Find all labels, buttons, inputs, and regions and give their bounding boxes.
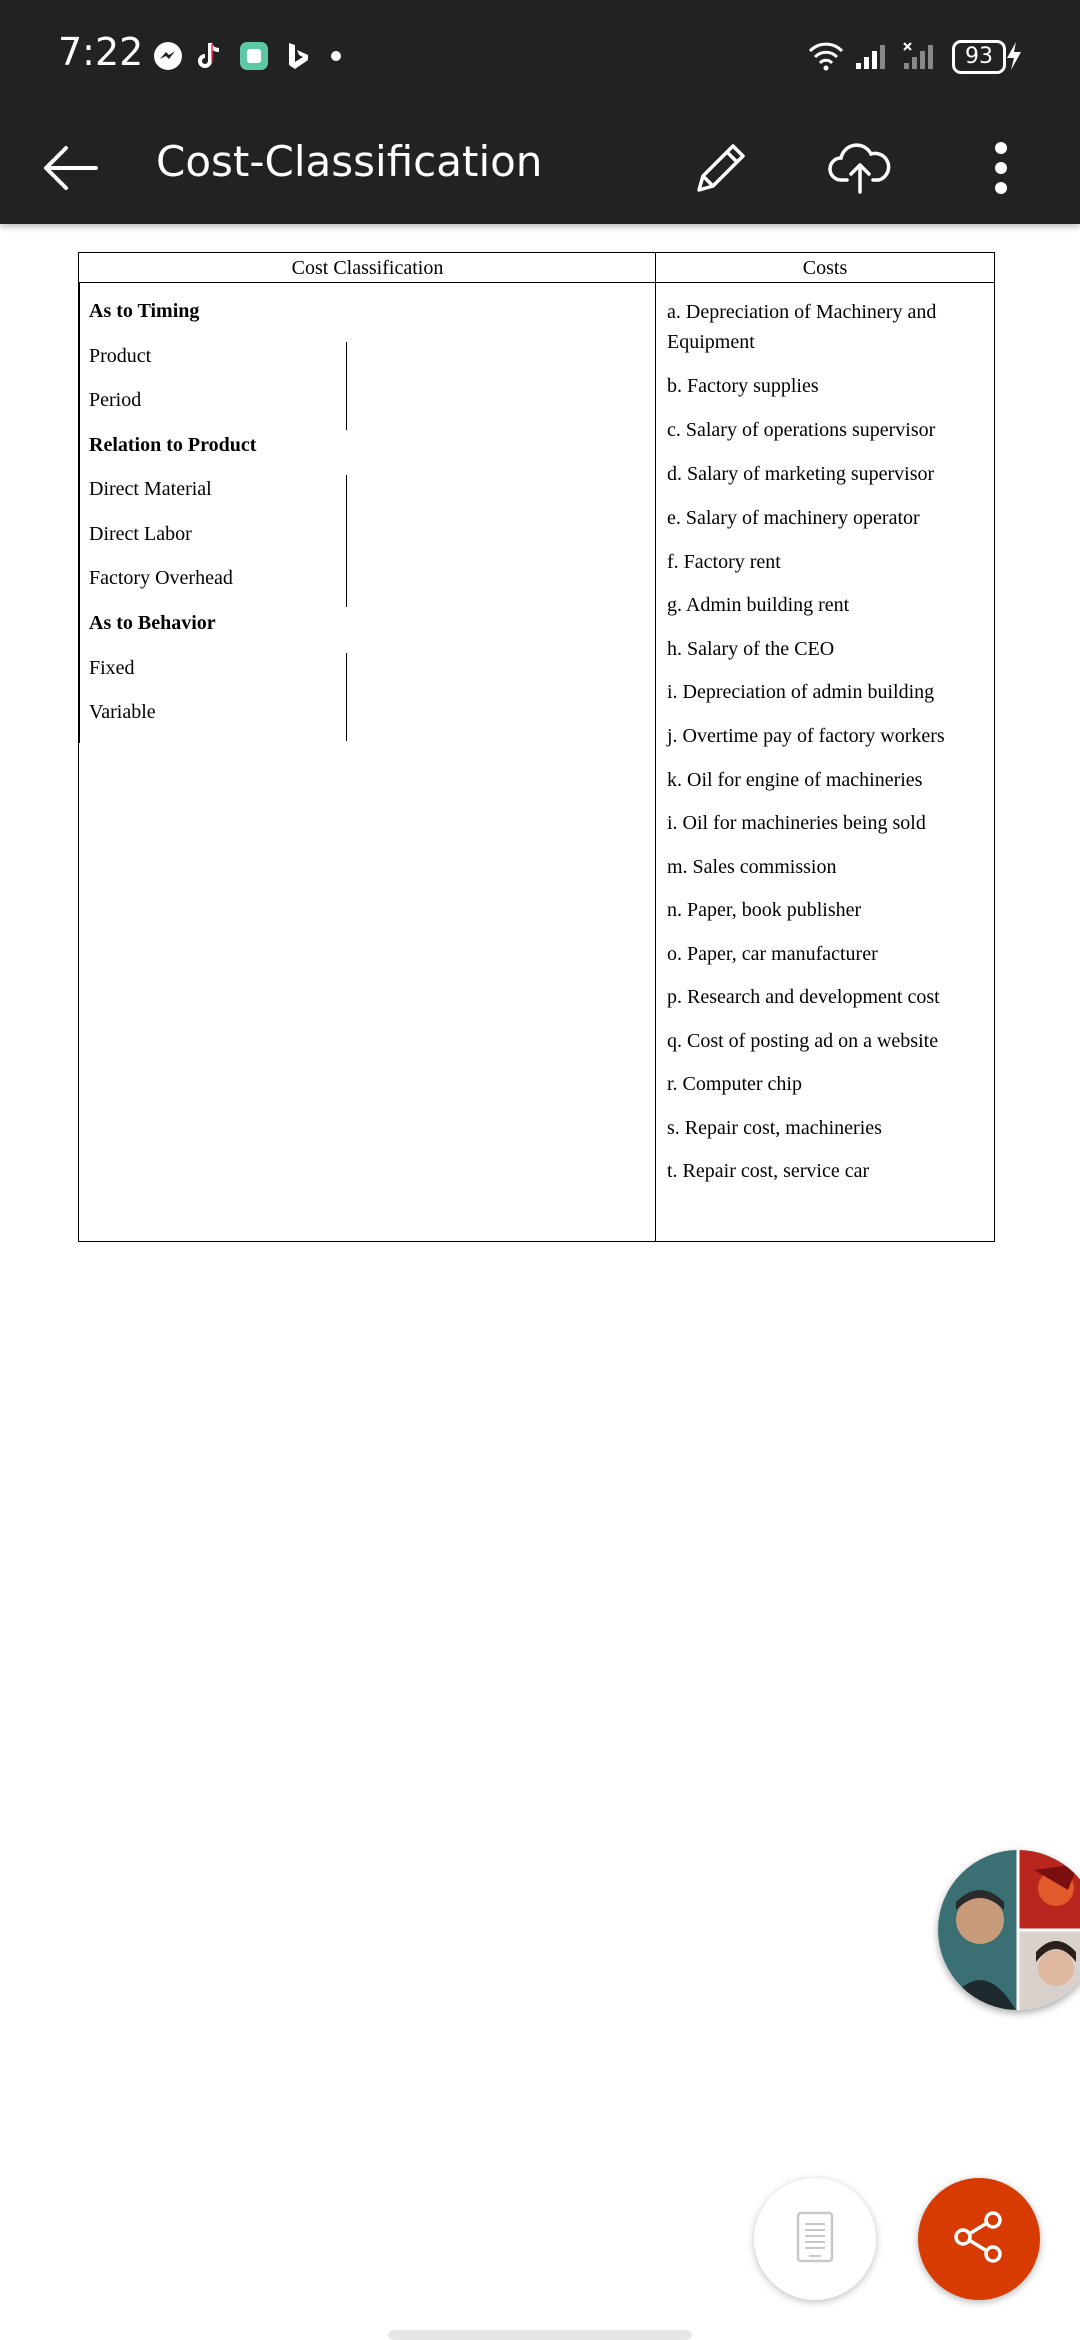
chat-heads-avatar[interactable] [938, 1850, 1080, 2010]
reading-view-button[interactable] [754, 2178, 876, 2300]
classification-label: Product [89, 345, 152, 367]
classification-label: Period [89, 389, 142, 411]
more-vertical-icon[interactable] [965, 132, 1037, 204]
answer-cell[interactable] [346, 475, 347, 519]
cost-item: p. Research and development cost [667, 986, 940, 1008]
cost-item: q. Cost of posting ad on a website [667, 1030, 939, 1052]
app-icon [236, 38, 272, 74]
classification-label: As to Behavior [89, 612, 216, 634]
arrow-left-icon[interactable] [34, 132, 106, 204]
cost-item: h. Salary of the CEO [667, 638, 835, 660]
cost-item: i. Depreciation of admin building [667, 681, 935, 703]
wifi-icon [806, 38, 846, 74]
column-divider [655, 253, 656, 1241]
cost-item: o. Paper, car manufacturer [667, 943, 878, 965]
cost-item: d. Salary of marketing supervisor [667, 463, 935, 485]
cost-item: f. Factory rent [667, 551, 781, 573]
share-button[interactable] [918, 2178, 1040, 2300]
cost-item: n. Paper, book publisher [667, 899, 862, 921]
cost-item: i. Oil for machineries being sold [667, 812, 926, 834]
header-costs: Costs [656, 253, 994, 283]
signal-icon [852, 38, 892, 74]
cost-item: c. Salary of operations supervisor [667, 419, 936, 441]
messenger-icon [150, 38, 186, 74]
home-indicator[interactable] [388, 2330, 692, 2340]
charging-icon [1004, 38, 1024, 74]
document-title: Cost-Classification [156, 137, 543, 186]
document-icon [795, 2210, 835, 2269]
tiktok-icon [192, 38, 228, 74]
cost-item: b. Factory supplies [667, 375, 819, 397]
classification-label: Direct Labor [89, 523, 192, 545]
answer-cell[interactable] [346, 519, 347, 563]
classification-label: Relation to Product [89, 434, 257, 456]
answer-cell[interactable] [346, 342, 347, 386]
classification-label: Direct Material [89, 478, 212, 500]
status-time: 7:22 [58, 30, 144, 74]
pencil-icon[interactable] [683, 132, 755, 204]
answer-cell[interactable] [346, 563, 347, 607]
cost-item: g. Admin building rent [667, 594, 850, 616]
answer-cell[interactable] [346, 653, 347, 697]
signal-no-sim-icon [900, 38, 940, 74]
bing-icon [280, 38, 316, 74]
share-icon [951, 2209, 1007, 2270]
status-bar [0, 0, 1080, 112]
cost-item: m. Sales commission [667, 856, 837, 878]
cost-item: k. Oil for engine of machineries [667, 769, 923, 791]
cost-item: t. Repair cost, service car [667, 1160, 870, 1182]
classification-label: Factory Overhead [89, 567, 233, 589]
app-bar [0, 112, 1080, 224]
classification-label: Fixed [89, 657, 135, 679]
header-cost-classification: Cost Classification [79, 253, 656, 283]
cloud-upload-icon[interactable] [824, 132, 896, 204]
classification-label: As to Timing [89, 300, 200, 322]
classification-label: Variable [89, 701, 156, 723]
dot-icon [328, 38, 344, 74]
left-border-segment [79, 283, 80, 743]
battery-icon: 93 [952, 40, 1006, 74]
cost-item: a. Depreciation of Machinery and Equipment [667, 301, 937, 353]
cost-item: j. Overtime pay of factory workers [667, 725, 945, 747]
cost-item: e. Salary of machinery operator [667, 507, 920, 529]
cost-item: r. Computer chip [667, 1073, 802, 1095]
answer-cell[interactable] [346, 697, 347, 741]
answer-cell[interactable] [346, 386, 347, 430]
document-table [78, 252, 995, 1242]
cost-item: s. Repair cost, machineries [667, 1117, 882, 1139]
